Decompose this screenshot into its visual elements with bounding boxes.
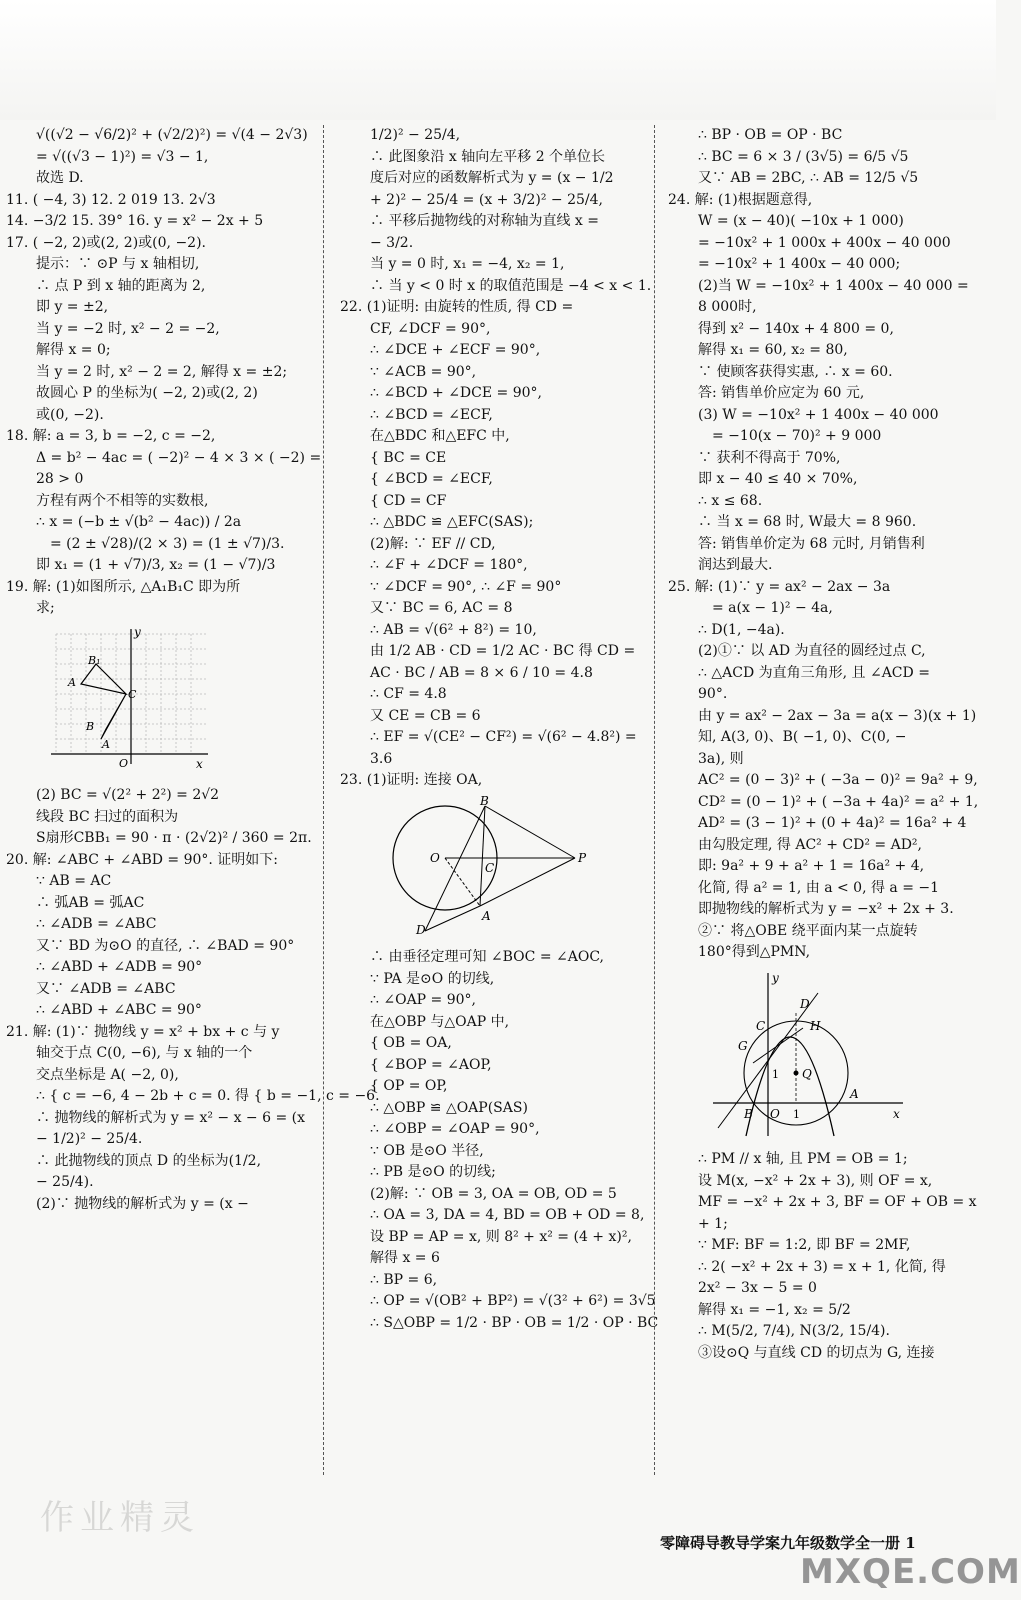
answer-line: ∴ ∠OAP = 90°, [370,992,476,1008]
answer-line: 3a), 则 [698,750,744,767]
fig-label: O [430,850,440,865]
answer-line: ∵ 获利不得高于 70%, [698,449,841,466]
fig-label: O [770,1106,780,1121]
answer-line: CD² = (0 − 1)² + ( −3a + 4a)² = a² + 1, [698,793,979,810]
answer-line: = a(x − 1)² − 4a, [712,600,833,616]
answer-line: ∴ ∠ABD + ∠ABC = 90° [36,1002,202,1018]
answer-line: 由 1/2 AB · CD = 1/2 AC · BC 得 CD = [370,643,636,659]
answer-line: ∴ CF = 4.8 [370,686,447,702]
answer-line: 解得 x₁ = 60, x₂ = 80, [698,342,848,358]
answer-line: CF, ∠DCF = 90°, [370,320,491,337]
fig-label: Q [802,1066,812,1081]
answer-line: ②∵ 将△OBE 绕平面内某一点旋转 [698,922,918,939]
answer-line: ∴ 抛物线的解析式为 y = x² − x − 6 = (x [36,1109,306,1126]
column-middle [340,125,659,1334]
answer-line: 当 y = −2 时, x² − 2 = −2, [36,320,220,337]
answer-line: ∴ ∠F + ∠DCF = 180°, [370,557,528,573]
answer-line: ∵ OB 是⊙O 半径, [370,1142,484,1159]
answer-line: ∴ AB = √(6² + 8²) = 10, [370,621,537,638]
page-top-band [0,0,996,120]
answer-line: 即 x − 40 ≤ 40 × 70%, [698,471,858,487]
answer-line: ∴ △ACD 为直角三角形, 且 ∠ACD = [698,664,930,681]
fig-label: H [810,1018,821,1033]
answer-line: ∴ ∠ADB = ∠ABC [36,916,157,932]
answer-line: ∴ ∠ABD + ∠ADB = 90° [36,959,203,975]
fig-label: B [86,719,95,733]
figure-parab [708,968,990,1146]
answer-line: 设 M(x, −x² + 2x + 3), 则 OF = x, [698,1172,933,1189]
page-footer: 零障碍导教导学案九年级数学全一册 1 [660,1534,916,1552]
answer-line: ∵ MF: BF = 1:2, 即 BF = 2MF, [698,1237,911,1253]
answer-line: 得到 x² − 140x + 4 800 = 0, [698,320,894,337]
answer-line: (2) BC = √(2² + 2²) = 2√2 [36,787,220,803]
answer-line: (2)解: ∵ OB = 3, OA = OB, OD = 5 [370,1185,617,1202]
answer-line: AC · BC / AB = 8 × 6 / 10 = 4.8 [370,664,593,681]
answer-line: ∴ BP · OB = OP · BC [698,127,843,143]
answer-line: ∴ x = (−b ± √(b² − 4ac)) / 2a [36,514,242,530]
answer-line: { ∠BCD = ∠ECF, [370,471,493,487]
answer-line: ∴ 此抛物线的顶点 D 的坐标为(1/2, [36,1152,262,1169]
column-left [6,125,380,1215]
answer-line: { OP = OP, [370,1078,448,1094]
answer-line: 又∵ BD 为⊙O 的直径, ∴ ∠BAD = 90° [36,937,295,954]
answer-line: ∴ EF = √(CE² − CF²) = √(6² − 4.8²) = [370,729,637,745]
answer-line: 度后对应的函数解析式为 y = (x − 1/2 [370,170,614,186]
answer-line: 1/2)² − 25/4, [370,127,461,143]
answer-line: { OB = OA, [370,1035,452,1051]
answer-line: 由勾股定理, 得 AC² + CD² = AD², [698,836,922,853]
fig-label: D [416,922,426,937]
answer-line: ∵ ∠DCF = 90°, ∴ ∠F = 90° [370,578,562,595]
answer-line: ∴ D(1, −4a). [698,621,785,638]
answer-line: ∴ 此图象沿 x 轴向左平移 2 个单位长 [370,148,606,165]
answer-line: ③设⊙Q 与直线 CD 的切点为 G, 连接 [698,1344,935,1361]
fig-label: x [196,756,203,771]
answer-line: ∴ ∠BCD = ∠ECF, [370,406,493,423]
answer-line: ∴ BP = 6, [370,1271,438,1288]
answer-line: ∴ S△OBP = 1/2 · BP · OB = 1/2 · OP · BC [370,1314,659,1331]
answer-line: + 2)² − 25/4 = (x + 3/2)² − 25/4, [370,191,603,208]
answer-line: 25. 解: (1)∵ y = ax² − 2ax − 3a [668,578,891,595]
answer-line: 即 y = ±2, [36,299,109,315]
answer-line: 解得 x = 6 [370,1250,440,1266]
answer-line: − 25/4). [36,1174,94,1190]
answer-line: 在△BDC 和△EFC 中, [370,428,510,444]
answer-line: 20. 解: ∠ABC + ∠ABD = 90°. 证明如下: [6,851,279,868]
answer-line: = −10x² + 1 400x − 40 000; [698,256,901,272]
column-right [668,125,990,1364]
answer-line: 交点坐标是 A( −2, 0), [36,1066,179,1083]
figure-parabola-circle [708,968,908,1138]
answer-line: 2x² − 3x − 5 = 0 [698,1280,817,1296]
answer-line: 设 BP = AP = x, 则 8² + x² = (4 + x)², [370,1228,632,1245]
answer-line: 18. 解: a = 3, b = −2, c = −2, [6,428,216,444]
answer-line: 或(0, −2). [36,406,104,423]
column-divider-2 [654,125,655,1475]
answer-line: AC² = (0 − 3)² + ( −3a − 0)² = 9a² + 9, [698,772,978,788]
answer-line: ∴ △BDC ≌ △EFC(SAS); [370,514,534,530]
answer-line: 11. ( −4, 3) 12. 2 019 13. 2√3 [6,191,216,208]
fig-label: B [480,793,489,808]
answer-line: ∴ 由垂径定理可知 ∠BOC = ∠AOC, [370,949,604,965]
answer-line: 故圆心 P 的坐标为( −2, 2)或(2, 2) [36,385,258,401]
answer-line: 14. −3/2 15. 39° 16. y = x² − 2x + 5 [6,213,264,229]
answer-line: 即: 9a² + 9 + a² + 1 = 16a² + 4, [698,858,925,874]
answer-line: 润达到最大. [698,557,773,573]
answer-line: 轴交于点 C(0, −6), 与 x 轴的一个 [36,1045,253,1061]
site-watermark: MXQE.COM [800,1552,1021,1592]
answer-line: 提示：∵ ⊙P 与 x 轴相切, [36,256,200,272]
answer-line: 即 x₁ = (1 + √7)/3, x₂ = (1 − √7)/3 [36,557,276,573]
fig-label: D [800,996,810,1011]
answer-line: ∴ 2( −x² + 2x + 3) = x + 1, 化简, 得 [698,1258,946,1275]
answer-line: 解得 x₁ = −1, x₂ = 5/2 [698,1301,851,1318]
fig-label: A [68,675,76,689]
figure-circle-tangent [380,793,590,937]
answer-line: √((√2 − √6/2)² + (√2/2)²) = √(4 − 2√3) [36,127,308,143]
answer-line: 故选 D. [36,170,84,186]
answer-line: 求; [36,600,55,616]
figure-circle [380,793,640,944]
answer-line: 19. 解: (1)如图所示, △A₁B₁C 即为所 [6,578,241,595]
answer-line: 22. (1)证明: 由旋转的性质, 得 CD = [340,299,574,315]
fig-label: C [756,1018,766,1033]
answer-line: 又∵ AB = 2BC, ∴ AB = 12/5 √5 [698,170,919,186]
answer-line: 在△OBP 与△OAP 中, [370,1013,510,1030]
answer-line: 由 y = ax² − 2ax − 3a = a(x − 3)(x + 1) [698,707,977,724]
answer-line: W = (x − 40)( −10x + 1 000) [698,213,904,229]
fig-label: 1 [772,1067,779,1081]
answer-line: ∴ 弧AB = 弧AC [36,894,145,911]
answer-line: 知, A(3, 0)、B( −1, 0)、C(0, − [698,729,907,745]
answer-line: − 1/2)² − 25/4. [36,1131,143,1147]
fig-label: B₁ [88,653,101,667]
answer-line: 解得 x = 0; [36,342,111,358]
answer-line: 17. ( −2, 2)或(2, 2)或(0, −2). [6,234,206,251]
answer-line: (2)当 W = −10x² + 1 400x − 40 000 = [698,277,969,294]
answer-line: ∴ 点 P 到 x 轴的距离为 2, [36,277,206,294]
answer-line: 又∵ ∠ADB = ∠ABC [36,980,176,997]
fig-label: 1 [793,1107,800,1121]
answer-line: ∴ PB 是⊙O 的切线; [370,1164,496,1180]
fig-label: C [485,860,495,875]
fig-label: G [738,1038,748,1053]
answer-line: = −10(x − 70)² + 9 000 [712,428,882,444]
fig-label: x [893,1106,900,1121]
answer-line: (2)解: ∵ EF // CD, [370,535,496,552]
fig-label: B [744,1106,753,1121]
answer-line: 90°. [698,686,728,702]
fig-label: A [482,908,491,923]
figure-coordinate-grid [46,624,216,774]
answer-line: 方程有两个不相等的实数根, [36,492,209,509]
answer-line: 8 000时, [698,299,757,315]
answer-line: ∴ 平移后抛物线的对称轴为直线 x = [370,213,599,229]
fig-label: y [134,624,141,639]
answer-line: Δ = b² − 4ac = ( −2)² − 4 × 3 × ( −2) = [36,449,322,466]
fig-label: P [578,850,587,865]
stamp-watermark: 作业精灵 [40,1498,200,1538]
answer-line: − 3/2. [370,234,414,251]
answer-line: 又∵ BC = 6, AC = 8 [370,600,513,616]
answer-line: ∴ M(5/2, 7/4), N(3/2, 15/4). [698,1323,890,1339]
answer-line: ∴ 当 y < 0 时 x 的取值范围是 −4 < x < 1. [370,277,652,294]
answer-line: S扇形CBB₁ = 90 · π · (2√2)² / 360 = 2π. [36,830,312,846]
answer-line: 28 > 0 [36,471,84,487]
column-divider-1 [323,125,324,1475]
answer-line: ∴ x ≤ 68. [698,492,763,509]
fig-label: A [850,1086,859,1101]
answer-line: (3) W = −10x² + 1 400x − 40 000 [698,406,939,423]
answer-line: { ∠BOP = ∠AOP, [370,1056,492,1073]
answer-line: + 1; [698,1215,728,1232]
answer-line: 24. 解: (1)根据题意得, [668,191,813,208]
answer-line: = −10x² + 1 000x + 400x − 40 000 [698,234,951,251]
answer-line: (2)∵ 抛物线的解析式为 y = (x − [36,1195,249,1212]
fig-label: C [128,687,137,701]
answer-line: 当 y = 2 时, x² − 2 = 2, 解得 x = ±2; [36,363,288,380]
answer-line: { CD = CF [370,492,447,509]
fig-label: O [119,756,129,770]
answer-line: AD² = (3 − 1)² + (0 + 4a)² = 16a² + 4 [698,815,967,831]
fig-label: A [102,737,110,751]
answer-line: 线段 BC 扫过的面积为 [36,808,179,825]
answer-line: 答: 销售单价应定为 60 元, [698,385,865,401]
answer-line: ∵ AB = AC [36,873,112,889]
answer-line: ∵ PA 是⊙O 的切线, [370,970,495,987]
answer-line: ∴ PM // x 轴, 且 PM = OB = 1; [698,1151,908,1167]
answer-line: 当 y = 0 时, x₁ = −4, x₂ = 1, [370,256,565,272]
answer-line: 180°得到△PMN, [698,944,811,960]
answer-line: ∴ BC = 6 × 3 / (3√5) = 6/5 √5 [698,148,909,165]
answer-line: ∵ 使顾客获得实惠, ∴ x = 60. [698,363,893,380]
answer-line: ∴ ∠BCD + ∠DCE = 90°, [370,385,542,401]
answer-line: MF = −x² + 2x + 3, BF = OF + OB = x [698,1194,977,1210]
answer-line: ∴ { c = −6, 4 − 2b + c = 0. 得 { b = −1, c = −6. [36,1088,380,1104]
answer-line: ∴ ∠DCE + ∠ECF = 90°, [370,342,541,358]
answer-line: = (2 ± √28)/(2 × 3) = (1 ± √7)/3. [50,535,285,552]
answer-line: (2)①∵ 以 AD 为直径的圆经过点 C, [698,643,926,659]
fig-label: y [772,970,779,985]
answer-line: 答: 销售单价定为 68 元时, 月销售利 [698,535,925,552]
answer-line: ∴ ∠OBP = ∠OAP = 90°, [370,1121,540,1137]
figure-grid [46,624,311,782]
answer-line: 23. (1)证明: 连接 OA, [340,772,483,788]
answer-line: ∵ ∠ACB = 90°, [370,363,477,380]
answer-line: ∴ OP = √(OB² + BP²) = √(3² + 6²) = 3√5 [370,1293,656,1309]
answer-line: { BC = CE [370,449,447,466]
answer-line: ∴ △OBP ≌ △OAP(SAS) [370,1099,528,1116]
answer-line: 3.6 [370,750,393,767]
answer-line: 即抛物线的解析式为 y = −x² + 2x + 3. [698,901,954,917]
answer-line: = √((√3 − 1)²) = √3 − 1, [36,148,209,165]
answer-line: 又 CE = CB = 6 [370,707,481,724]
answer-line: 21. 解: (1)∵ 抛物线 y = x² + bx + c 与 y [6,1023,280,1040]
answer-line: ∴ 当 x = 68 时, W最大 = 8 960. [698,514,917,530]
answer-line: ∴ OA = 3, DA = 4, BD = OB + OD = 8, [370,1207,645,1223]
answer-line: 化简, 得 a² = 1, 由 a < 0, 得 a = −1 [698,879,940,896]
